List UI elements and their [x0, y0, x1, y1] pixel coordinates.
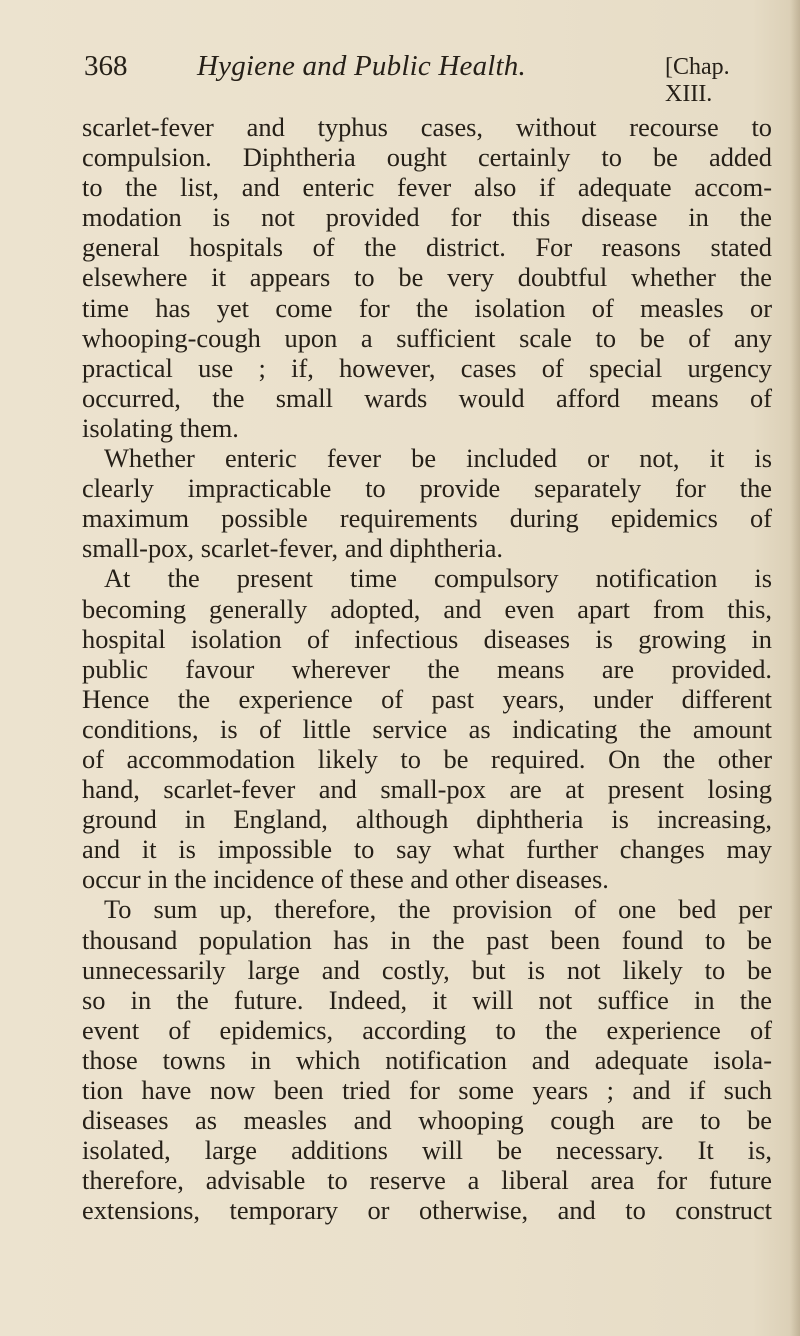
text-line: event of epidemics, according to the experience of: [82, 1014, 772, 1045]
text-line: Whether enteric fever be included or not, it is: [104, 443, 772, 474]
text-line: tion have now been tried for some years ; and if such: [82, 1075, 772, 1105]
text-line: whooping-cough upon a sufficient scale to be of any: [82, 322, 772, 353]
text-line: those towns in which notification and adequate isola-: [82, 1044, 772, 1075]
text-line: and it is impossible to say what further changes may: [82, 834, 772, 865]
text-line: occur in the incidence of these and other diseases.: [82, 864, 609, 895]
text-line: unnecessarily large and costly, but is not likely to be: [82, 954, 772, 985]
text-line: hospital isolation of infectious diseases is growing in: [82, 623, 772, 654]
text-line: hand, scarlet-fever and small-pox are at present losing: [82, 774, 772, 805]
running-title: Hygiene and Public Health.: [197, 50, 526, 82]
text-line: maximum possible requirements during epidemics of: [82, 503, 772, 534]
text-line: therefore, advisable to reserve a liberal area for future: [82, 1165, 772, 1196]
text-line: extensions, temporary or otherwise, and to construct: [82, 1195, 772, 1226]
text-line: practical use ; if, however, cases of special urgency: [82, 352, 772, 383]
text-line: small-pox, scarlet-fever, and diphtheria.: [82, 533, 504, 564]
running-head: [84, 46, 774, 107]
text-line: to the list, and enteric fever also if adequate accom-: [82, 172, 772, 203]
chapter-reference: [Chap. XIII.: [665, 54, 730, 107]
text-line: elsewhere it appears to be very doubtful whether the: [82, 262, 772, 293]
text-line: becoming generally adopted, and even apart from this,: [82, 593, 772, 624]
text-line: public favour wherever the means are provided.: [82, 653, 772, 684]
text-line: so in the future. Indeed, it will not suffice in the: [82, 984, 772, 1015]
text-line: ground in England, although diphtheria is increasing,: [82, 804, 772, 835]
text-line: modation is not provided for this disease in the: [82, 202, 772, 233]
text-line: thousand population has in the past been found to be: [82, 924, 772, 955]
text-line: general hospitals of the district. For reasons stated: [82, 232, 772, 263]
text-line: of accommodation likely to be required. On the other: [82, 743, 772, 774]
text-line: compulsion. Diphtheria ought certainly to be added: [82, 142, 772, 173]
text-line: conditions, is of little service as indicating the amount: [82, 713, 772, 744]
text-line: clearly impracticable to provide separately for the: [82, 473, 772, 504]
text-line: isolated, large additions will be necessary. It is,: [82, 1135, 772, 1166]
text-line: time has yet come for the isolation of measles or: [82, 292, 772, 323]
page-number: 368: [84, 50, 128, 82]
text-line: To sum up, therefore, the provision of one bed per: [104, 894, 772, 925]
text-line: At the present time compulsory notification is: [104, 563, 772, 594]
text-line: Hence the experience of past years, under different: [82, 683, 772, 714]
page-edge-shadow: [790, 0, 800, 1336]
text-line: diseases as measles and whooping cough are to be: [82, 1105, 772, 1136]
body-text: [82, 112, 772, 1225]
text-line: scarlet-fever and typhus cases, without recourse to: [82, 112, 772, 142]
text-line: isolating them.: [82, 412, 239, 443]
text-line: occurred, the small wards would afford means of: [82, 382, 772, 413]
